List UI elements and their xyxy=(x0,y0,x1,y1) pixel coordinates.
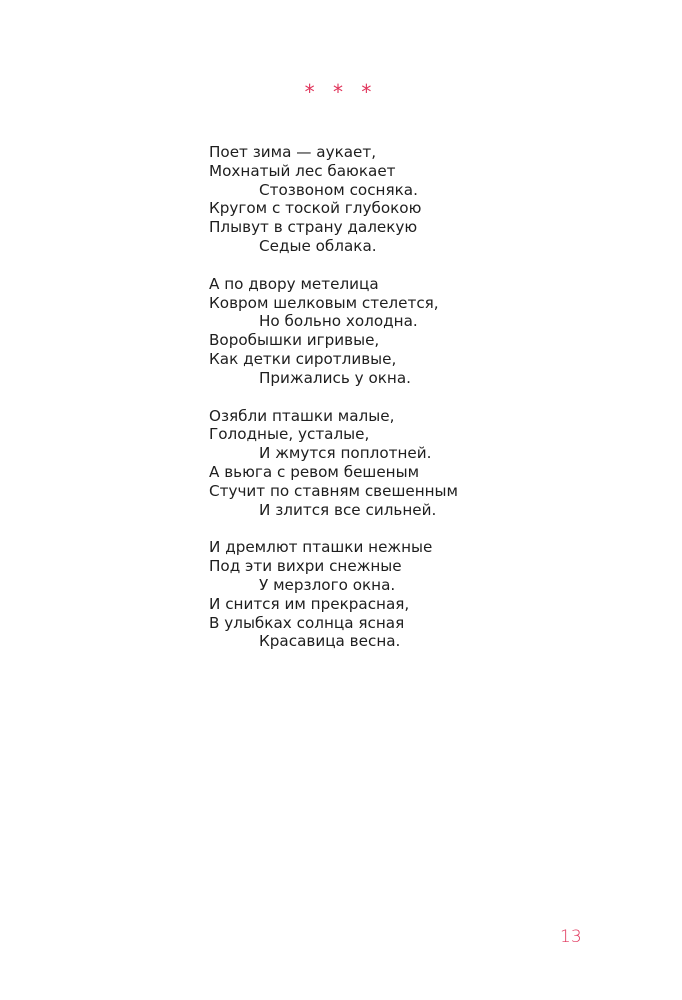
poem-line-indented: Стозвоном сосняка. xyxy=(259,180,418,199)
stanza-4 xyxy=(209,538,649,651)
poem-line-indented: У мерзлого окна. xyxy=(259,575,396,594)
poem-line-indented: И жмутся поплотней. xyxy=(259,444,432,463)
poem-line: Голодные, усталые, xyxy=(209,425,370,444)
poem-line-indented: Прижались у окна. xyxy=(259,368,411,387)
stanza-2 xyxy=(209,275,649,388)
stanza-3 xyxy=(209,407,649,520)
poem-line: Как детки сиротливые, xyxy=(209,349,397,368)
poem-line: Плывут в страну далекую xyxy=(209,218,418,237)
poem-line-indented: Красавица весна. xyxy=(259,632,401,651)
poem-line: Кругом с тоской глубокою xyxy=(209,199,422,218)
poem-line: Мохнатый лес баюкает xyxy=(209,161,396,180)
poem-line: А вьюга с ревом бешеным xyxy=(209,462,420,481)
stanza-1 xyxy=(209,143,649,256)
poem-line: И дремлют пташки нежные xyxy=(209,538,433,557)
poem-line: Воробышки игривые, xyxy=(209,331,380,350)
poem-line: Стучит по ставням свешенным xyxy=(209,481,459,500)
poem-body xyxy=(209,143,649,670)
poem-line: И снится им прекрасная, xyxy=(209,594,410,613)
poem-line-indented: И злится все сильней. xyxy=(259,500,437,519)
poem-line-indented: Но больно холодна. xyxy=(259,312,418,331)
poem-line: В улыбках солнца ясная xyxy=(209,613,405,632)
poem-line: Под эти вихри снежные xyxy=(209,557,402,576)
page-number: 13 xyxy=(560,927,582,947)
poem-line: Озябли пташки малые, xyxy=(209,406,395,425)
poem-line: А по двору метелица xyxy=(209,274,379,293)
poem-line: Поет зима — аукает, xyxy=(209,143,377,161)
poem-line-indented: Седые облака. xyxy=(259,236,377,255)
stanza-ornament: * * * xyxy=(304,80,378,104)
poem-line: Ковром шелковым стелется, xyxy=(209,293,439,312)
